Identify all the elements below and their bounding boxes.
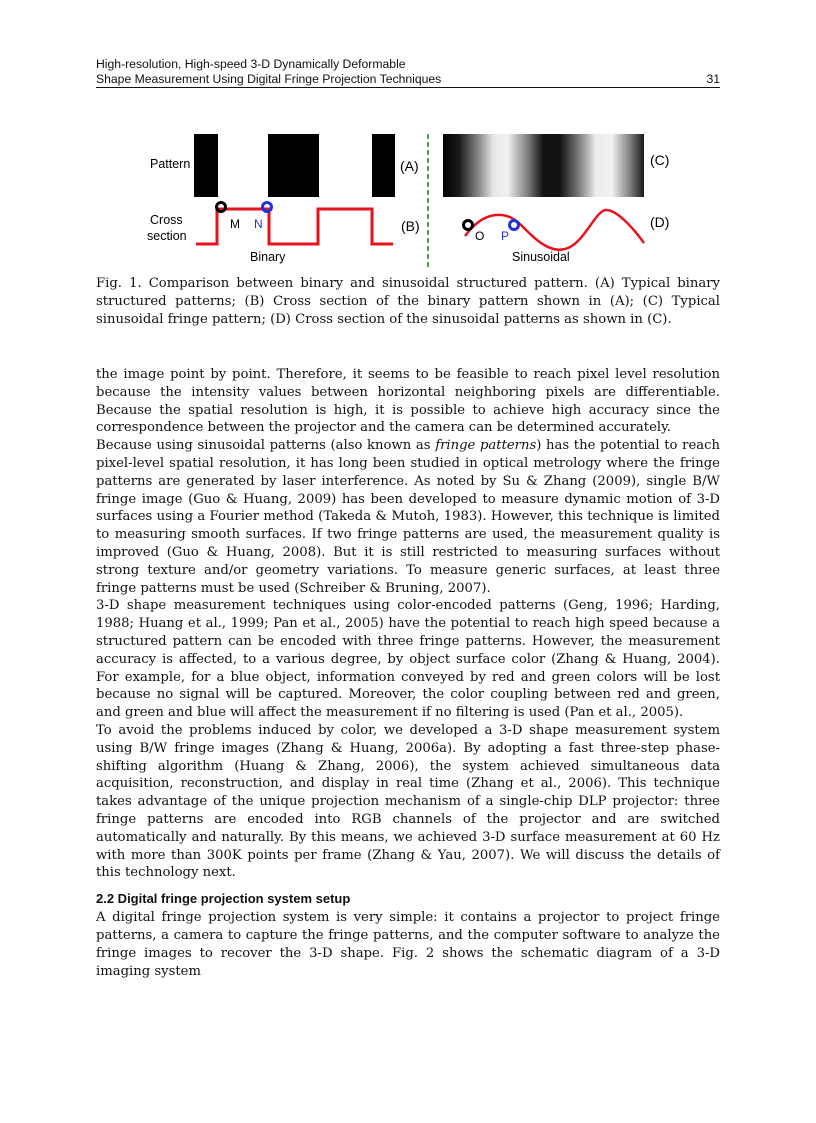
header-line-1: High-resolution, High-speed 3-D Dynamically Deformable: [96, 57, 406, 71]
label-cross: Cross: [150, 213, 183, 227]
paragraph: To avoid the problems induced by color, we developed a 3-D shape measurement system using B/W fringe images (Zhang & Huang, 2006a). By adopting a fast three-step phase-shifting algorithm (Huang & Zhang, 2006), the system achieved simultaneous data acquisition, reconstruction, and display in real time (Zhang et al., 2006). This technique takes advantage of the unique projection mechanism of a single-chip DLP projector: three fringe patterns are encoded into RGB channels of the projector and are switched automatically and naturally. By this means, we achieved 3-D surface measurement at 60 Hz with more than 300K points per frame (Zhang & Yau, 2007). We will discuss the details of this technology next.: [96, 722, 720, 881]
label-m: M: [230, 217, 240, 231]
marker-m: [217, 203, 226, 212]
marker-o: [464, 221, 473, 230]
marker-n: [263, 203, 272, 212]
label-section: section: [147, 229, 187, 243]
label-a: (A): [400, 158, 419, 174]
header-line-2: Shape Measurement Using Digital Fringe Projection Techniques: [96, 71, 442, 86]
binary-bar-2: [268, 134, 319, 197]
paragraph-text: ) has the potential to reach pixel-level spatial resolution, it has long been studied in optical metrology where the fringe patterns are generated by laser interference. As noted by Su & Zhang (2009), single B/W fringe image (Guo & Huang, 2009) has been developed to measure dynamic motion of 3-D surfaces using a Fourier method (Takeda & Mutoh, 1983). However, this technique is limited to measuring smooth surfaces. If two fringe patterns are used, the measurement quality is improved (Guo & Huang, 2008). But it is still restricted to measuring surfaces without strong texture and/or geometry variations. To measure generic surfaces, at least three fringe patterns must be used (Schreiber & Bruning, 2007).: [96, 438, 720, 596]
label-pattern: Pattern: [150, 157, 191, 171]
figure-1-diagram: [96, 130, 720, 272]
binary-cross-section: [196, 209, 393, 244]
label-n: N: [254, 217, 263, 231]
paragraph: the image point by point. Therefore, it seems to be feasible to reach pixel level resolution because the intensity values between horizontal neighboring pixels are differentiable. Because the spatial resolution is high, it is possible to achieve high accuracy since the correspondence between the projector and the camera can be determined accurately.: [96, 367, 720, 436]
emphasis-term: fringe patterns: [435, 438, 537, 454]
label-b: (B): [401, 218, 420, 234]
label-binary: Binary: [250, 250, 286, 264]
label-o: O: [475, 229, 485, 243]
page-number: 31: [706, 71, 720, 86]
sinusoidal-cross-section: [465, 210, 644, 250]
header-rule: [96, 87, 720, 88]
label-sinusoidal: Sinusoidal: [512, 250, 570, 264]
paragraph: 3-D shape measurement techniques using color-encoded patterns (Geng, 1996; Harding, 1988; Huang et al., 1999; Pan et al., 2005) have the potential to reach high speed because a structured pattern can be encoded with three fringe patterns. However, the measurement accuracy is affected, to a various degree, by object surface color (Zhang & Huang, 2004). For example, for a blue object, information conveyed by red and green colors will be lost because no signal will be captured. Moreover, the color coupling between red and green, and green and blue will affect the measurement if no filtering is used (Pan et al., 2005).: [96, 598, 720, 721]
binary-bar-1: [194, 134, 218, 197]
figure-1: [96, 130, 720, 272]
body-text: [96, 366, 720, 980]
label-p: P: [501, 229, 510, 243]
marker-p: [510, 221, 519, 230]
section-heading: 2.2 Digital fringe projection system setup: [96, 891, 351, 907]
label-d: (D): [650, 214, 670, 230]
paragraph: [96, 437, 720, 597]
figure-caption: Fig. 1. Comparison between binary and sinusoidal structured pattern. (A) Typical binary structured patterns; (B) Cross section of the binary pattern shown in (A); (C) Typical sinusoidal fringe pattern; (D) Cross section of the sinusoidal patterns as shown in (C).: [96, 276, 720, 327]
running-header: [96, 57, 720, 86]
paragraph: A digital fringe projection system is very simple: it contains a projector to project fringe patterns, a camera to capture the fringe patterns, and the computer software to analyze the fringe images to recover the 3-D shape. Fig. 2 shows the schematic diagram of a 3-D imaging system: [96, 910, 720, 979]
binary-bar-3: [372, 134, 395, 197]
label-c: (C): [650, 152, 670, 168]
sinusoidal-fringe-pattern: [443, 134, 644, 197]
paragraph-text: Because using sinusoidal patterns (also known as: [96, 438, 436, 454]
